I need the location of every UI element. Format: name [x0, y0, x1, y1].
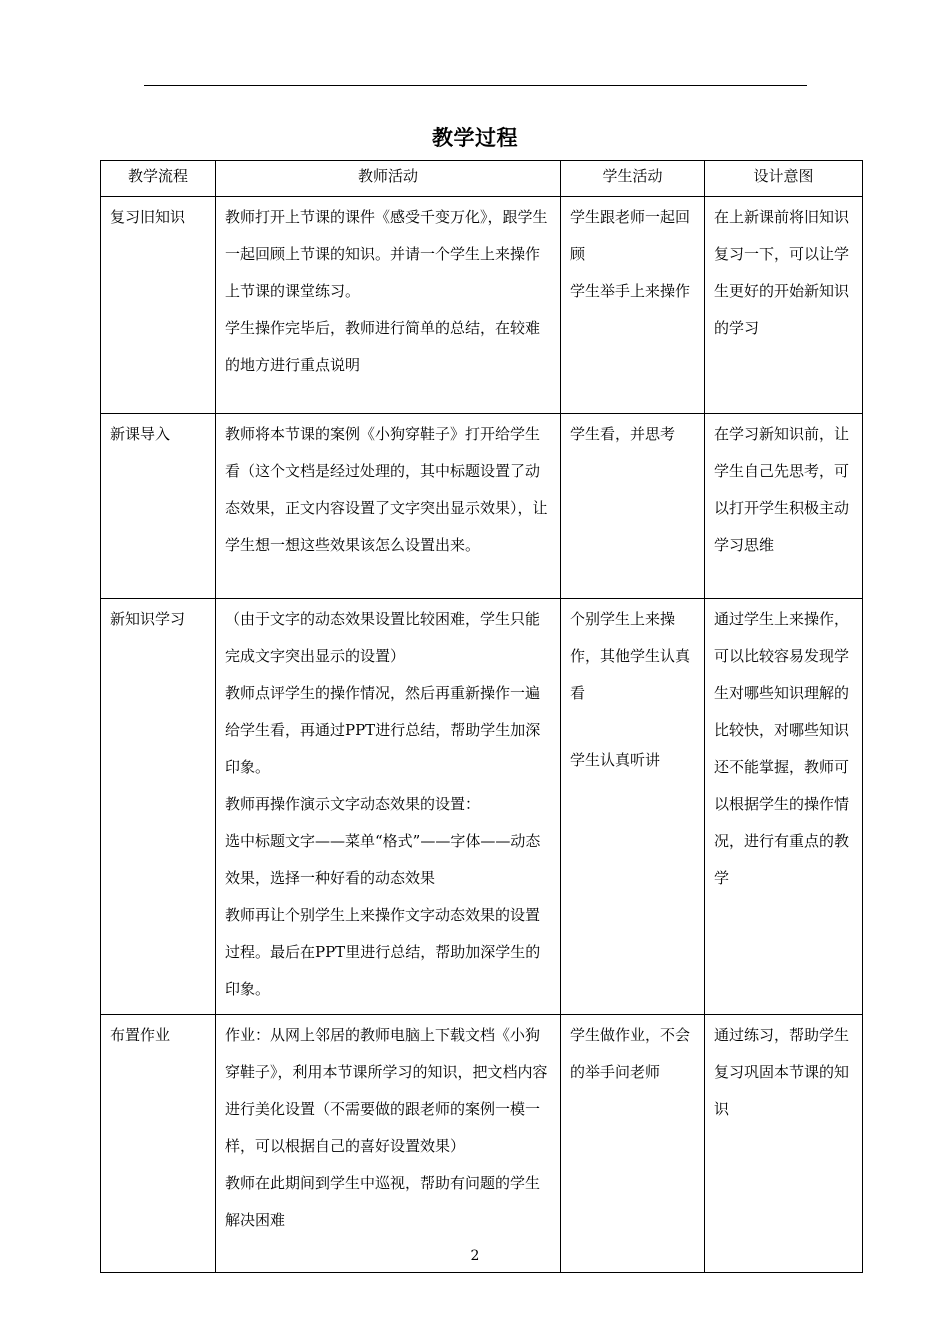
student-activity-cell: [561, 599, 705, 1015]
page-number: 2: [470, 1248, 480, 1264]
table-row: [101, 197, 863, 414]
student-activity-cell: [561, 197, 705, 414]
student-paragraph: 学生认真听讲: [570, 751, 661, 769]
column-header-intent: 设计意图: [705, 161, 863, 197]
design-intent-cell: 在上新课前将旧知识复习一下，可以让学生更好的开始新知识的学习: [705, 197, 863, 414]
teacher-paragraph: 教师在此期间到学生中巡视，帮助有问题的学生解决困难: [225, 1174, 541, 1229]
teacher-activity-cell: [216, 599, 561, 1015]
header-rule: [144, 85, 807, 86]
student-paragraph: 个别学生上来操作，其他学生认真看: [570, 610, 691, 702]
paragraph-gap: [570, 712, 696, 742]
column-header-student: 学生活动: [561, 161, 705, 197]
student-paragraph: 学生跟老师一起回顾: [570, 208, 691, 263]
table-row: [101, 599, 863, 1015]
student-paragraph: 学生做作业，不会的举手问老师: [570, 1026, 691, 1081]
teacher-activity-cell: [216, 197, 561, 414]
teacher-paragraph: 教师点评学生的操作情况，然后再重新操作一遍给学生看，再通过PPT进行总结，帮助学生加深印象。: [225, 684, 541, 776]
table-header-row: [101, 161, 863, 197]
design-intent-cell: 通过练习，帮助学生复习巩固本节课的知识: [705, 1015, 863, 1273]
teacher-paragraph: 选中标题文字——菜单“格式”——字体——动态效果，选择一种好看的动态效果: [225, 832, 541, 887]
teacher-paragraph: （由于文字的动态效果设置比较困难，学生只能完成文字突出显示的设置）: [225, 610, 541, 665]
column-header-stage: 教学流程: [101, 161, 216, 197]
teacher-paragraph: 教师再让个别学生上来操作文字动态效果的设置过程。最后在PPT里进行总结，帮助加深学生的印象。: [225, 906, 541, 998]
stage-cell: 新知识学习: [101, 599, 216, 1015]
table-row: [101, 1015, 863, 1273]
student-paragraph: 学生举手上来操作: [570, 282, 691, 300]
student-activity-cell: [561, 414, 705, 599]
stage-cell: 复习旧知识: [101, 197, 216, 414]
design-intent-cell: 通过学生上来操作，可以比较容易发现学生对哪些知识理解的比较快，对哪些知识还不能掌握，教师可以根据学生的操作情况，进行有重点的教学: [705, 599, 863, 1015]
teacher-activity-cell: [216, 1015, 561, 1273]
student-paragraph: 学生看，并思考: [570, 425, 676, 443]
stage-cell: 新课导入: [101, 414, 216, 599]
table-row: [101, 414, 863, 599]
design-intent-cell: 在学习新知识前，让学生自己先思考，可以打开学生积极主动学习思维: [705, 414, 863, 599]
teacher-paragraph: 学生操作完毕后，教师进行简单的总结，在较难的地方进行重点说明: [225, 319, 541, 374]
teacher-paragraph: 教师再操作演示文字动态效果的设置：: [225, 795, 481, 813]
teacher-paragraph: 教师打开上节课的课件《感受千变万化》，跟学生一起回顾上节课的知识。并请一个学生上来操作上节课的课堂练习。: [225, 208, 548, 300]
teaching-process-table: [100, 160, 863, 1273]
teacher-paragraph: 教师将本节课的案例《小狗穿鞋子》打开给学生看（这个文档是经过处理的，其中标题设置了动态效果，正文内容设置了文字突出显示效果），让学生想一想这些效果该怎么设置出来。: [225, 425, 548, 554]
teacher-activity-cell: [216, 414, 561, 599]
column-header-teacher: 教师活动: [216, 161, 561, 197]
student-activity-cell: [561, 1015, 705, 1273]
teacher-paragraph: 作业：从网上邻居的教师电脑上下载文档《小狗穿鞋子》，利用本节课所学习的知识，把文档内容进行美化设置（不需要做的跟老师的案例一模一样，可以根据自己的喜好设置效果）: [225, 1026, 548, 1155]
stage-cell: 布置作业: [101, 1015, 216, 1273]
page-title: 教学过程: [432, 125, 518, 150]
